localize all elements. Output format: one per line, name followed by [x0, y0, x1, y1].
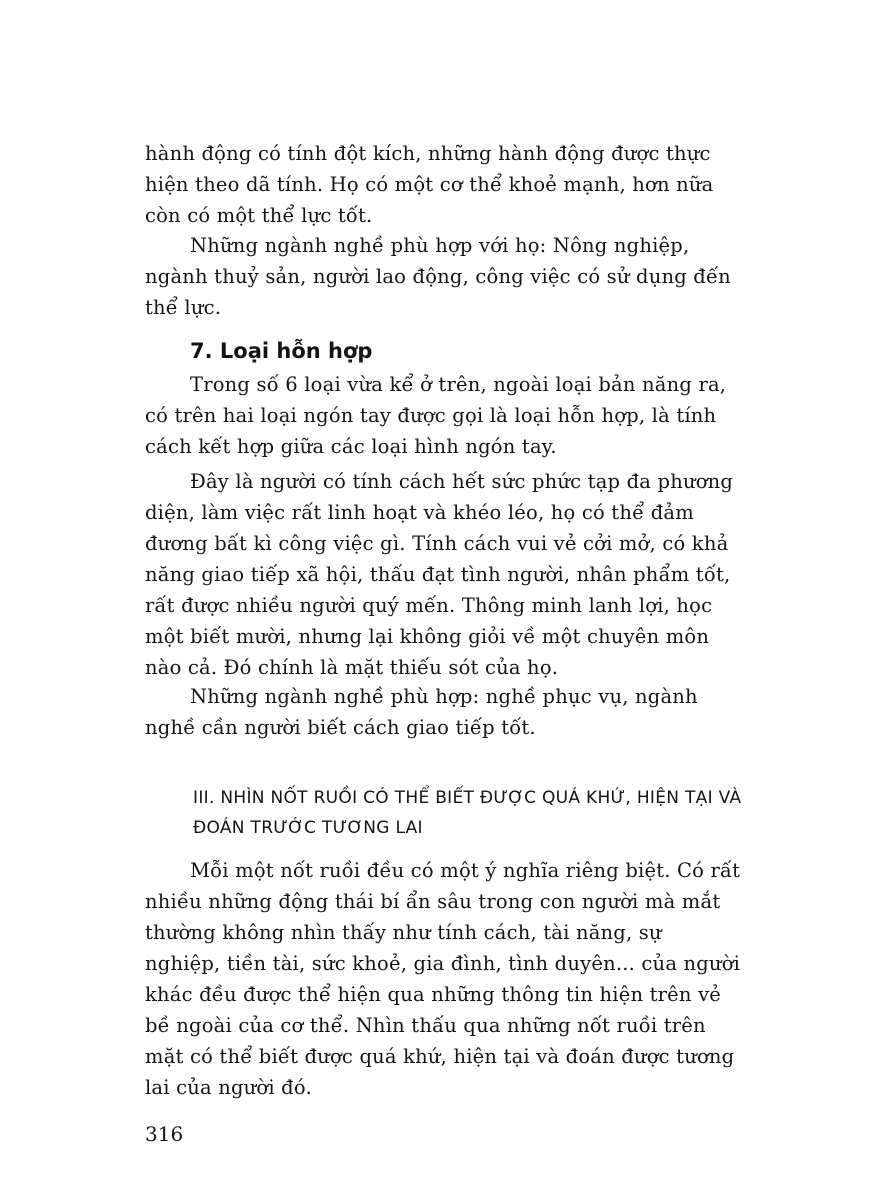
paragraph-line: cách kết hợp giữa các loại hình ngón tay.	[145, 435, 557, 458]
paragraph-line: hiện theo dã tính. Họ có một cơ thể khoẻ mạnh, hơn nữa	[145, 173, 714, 196]
subsection-heading: 7. Loại hỗn hợp	[190, 339, 373, 363]
paragraph-line: rất được nhiều người quý mến. Thông minh lanh lợi, học	[145, 594, 713, 617]
paragraph-line: nghề cần người biết cách giao tiếp tốt.	[145, 716, 536, 739]
paragraph-line: Đây là người có tính cách hết sức phức tạp đa phương	[190, 470, 734, 493]
section-title: ĐOÁN TRƯỚC TƯƠNG LAI	[193, 818, 423, 838]
paragraph-line: nào cả. Đó chính là mặt thiếu sót của họ.	[145, 656, 559, 679]
paragraph-line: nhiều những động thái bí ẩn sâu trong con người mà mắt	[145, 890, 721, 913]
paragraph-line: ngành thuỷ sản, người lao động, công việc có sử dụng đến	[145, 265, 731, 288]
paragraph-line: khác đều được thể hiện qua những thông tin hiện trên vẻ	[145, 983, 722, 1006]
paragraph-line: nghiệp, tiền tài, sức khoẻ, gia đình, tình duyên... của người	[145, 952, 741, 975]
paragraph-line: có trên hai loại ngón tay được gọi là loại hỗn hợp, là tính	[145, 404, 717, 427]
paragraph-line: Những ngành nghề phù hợp: nghề phục vụ, ngành	[190, 685, 698, 708]
paragraph-line: lai của người đó.	[145, 1076, 312, 1099]
section-title: III. NHÌN NỐT RUỒI CÓ THỂ BIẾT ĐƯỢC QUÁ KHỨ, HIỆN TẠI VÀ	[193, 788, 742, 808]
paragraph-line: Trong số 6 loại vừa kể ở trên, ngoài loại bản năng ra,	[190, 373, 727, 396]
paragraph-line: Những ngành nghề phù hợp với họ: Nông nghiệp,	[190, 234, 690, 257]
paragraph-line: còn có một thể lực tốt.	[145, 204, 373, 227]
paragraph-line: bề ngoài của cơ thể. Nhìn thấu qua những nốt ruồi trên	[145, 1014, 706, 1037]
paragraph-line: đương bất kì công việc gì. Tính cách vui vẻ cởi mở, có khả	[145, 532, 729, 555]
page-number: 316	[145, 1122, 184, 1146]
paragraph-line: thường không nhìn thấy như tính cách, tài năng, sự	[145, 921, 662, 944]
paragraph-line: một biết mười, nhưng lại không giỏi về một chuyên môn	[145, 625, 710, 648]
paragraph-line: diện, làm việc rất linh hoạt và khéo léo, họ có thể đảm	[145, 501, 694, 524]
paragraph-line: hành động có tính đột kích, những hành động được thực	[145, 142, 711, 165]
paragraph-line: mặt có thể biết được quá khứ, hiện tại và đoán được tương	[145, 1045, 735, 1068]
paragraph-line: Mỗi một nốt ruồi đều có một ý nghĩa riêng biệt. Có rất	[190, 859, 741, 882]
paragraph-line: năng giao tiếp xã hội, thấu đạt tình người, nhân phẩm tốt,	[145, 563, 731, 586]
paragraph-line: thể lực.	[145, 296, 222, 319]
